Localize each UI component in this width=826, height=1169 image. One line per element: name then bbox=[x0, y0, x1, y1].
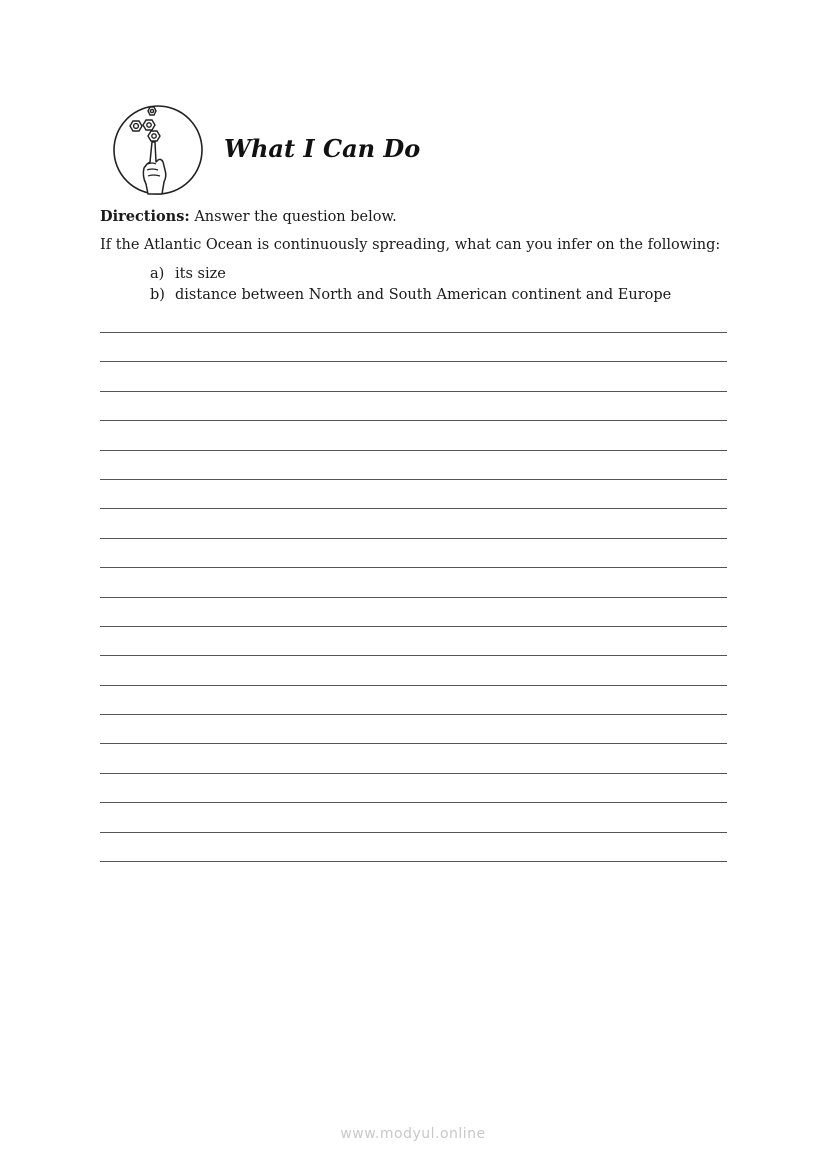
answer-line[interactable] bbox=[100, 744, 727, 773]
answer-line[interactable] bbox=[100, 539, 727, 568]
answer-line[interactable] bbox=[100, 627, 727, 656]
answer-line[interactable] bbox=[100, 568, 727, 597]
watermark: www.modyul.online bbox=[340, 1126, 486, 1142]
answer-line[interactable] bbox=[100, 392, 727, 421]
answer-line[interactable] bbox=[100, 833, 727, 862]
list-item bbox=[150, 287, 671, 308]
answer-line[interactable] bbox=[100, 333, 727, 362]
hand-with-gears-icon bbox=[112, 104, 204, 196]
item-text: its size bbox=[175, 266, 226, 282]
item-text: distance between North and South American continent and Europe bbox=[175, 287, 672, 303]
answer-line[interactable] bbox=[100, 656, 727, 685]
answer-lines[interactable] bbox=[100, 332, 727, 862]
section-title: What I Can Do bbox=[224, 134, 421, 163]
answer-line[interactable] bbox=[100, 509, 727, 538]
answer-line[interactable] bbox=[100, 686, 727, 715]
answer-line[interactable] bbox=[100, 451, 727, 480]
answer-line[interactable] bbox=[100, 803, 727, 832]
directions bbox=[100, 208, 397, 225]
answer-line[interactable] bbox=[100, 421, 727, 450]
question-items bbox=[150, 266, 671, 308]
list-item bbox=[150, 266, 671, 287]
question-text: If the Atlantic Ocean is continuously spreading, what can you infer on the following: bbox=[100, 237, 721, 253]
item-marker: b) bbox=[150, 287, 165, 303]
answer-line[interactable] bbox=[100, 774, 727, 803]
answer-line[interactable] bbox=[100, 362, 727, 391]
answer-line[interactable] bbox=[100, 715, 727, 744]
directions-label: Directions: bbox=[100, 208, 190, 225]
answer-line[interactable] bbox=[100, 480, 727, 509]
directions-text: Answer the question below. bbox=[189, 209, 397, 225]
item-marker: a) bbox=[150, 266, 165, 282]
answer-line[interactable] bbox=[100, 598, 727, 627]
